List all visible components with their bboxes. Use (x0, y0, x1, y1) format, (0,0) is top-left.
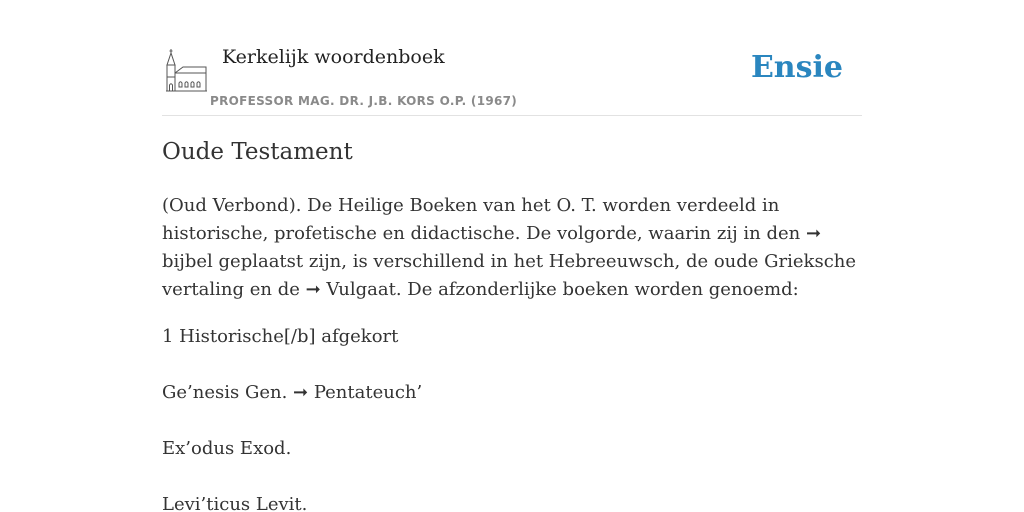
vulgaat-link[interactable]: ➞ Vulgaat. (305, 279, 402, 300)
ensie-logo-link[interactable]: Ensie (750, 50, 843, 85)
intro-text-part-2: geplaatst zijn, is verschillend in het Hebreeuwsch, de oude Grieksche vertaling en de (162, 251, 857, 300)
list-item (162, 435, 291, 463)
church-icon (165, 49, 207, 95)
bijbel-link[interactable]: ➞ bijbel (162, 223, 822, 272)
intro-text-part-3: De afzonderlijke boeken worden genoemd: (401, 279, 799, 300)
list-item (162, 379, 422, 407)
list-item-text: Ge’nesis Gen. (162, 382, 294, 403)
entry-body (162, 192, 862, 304)
pentateuch-link[interactable]: ➞ Pentateuch’ (293, 382, 423, 403)
dictionary-header (162, 0, 862, 116)
section-heading: 1 Historische[/b] afgekort (162, 326, 399, 347)
list-item (162, 491, 307, 512)
entry-title: Oude Testament (162, 139, 353, 165)
book-title[interactable]: Kerkelijk woordenboek (222, 46, 445, 68)
intro-paragraph (162, 192, 862, 304)
intro-text-part-1: (Oud Verbond). De Heilige Boeken van het O. T. worden verdeeld in historische, profetische en didactische. De volgorde, waarin zij in den (162, 195, 806, 244)
author-credit: PROFESSOR MAG. DR. J.B. KORS O.P. (1967) (210, 94, 518, 108)
list-item-text: Levi’ticus Levit. (162, 494, 308, 512)
page-container (162, 0, 862, 512)
list-item-text: Ex’odus Exod. (162, 438, 292, 459)
